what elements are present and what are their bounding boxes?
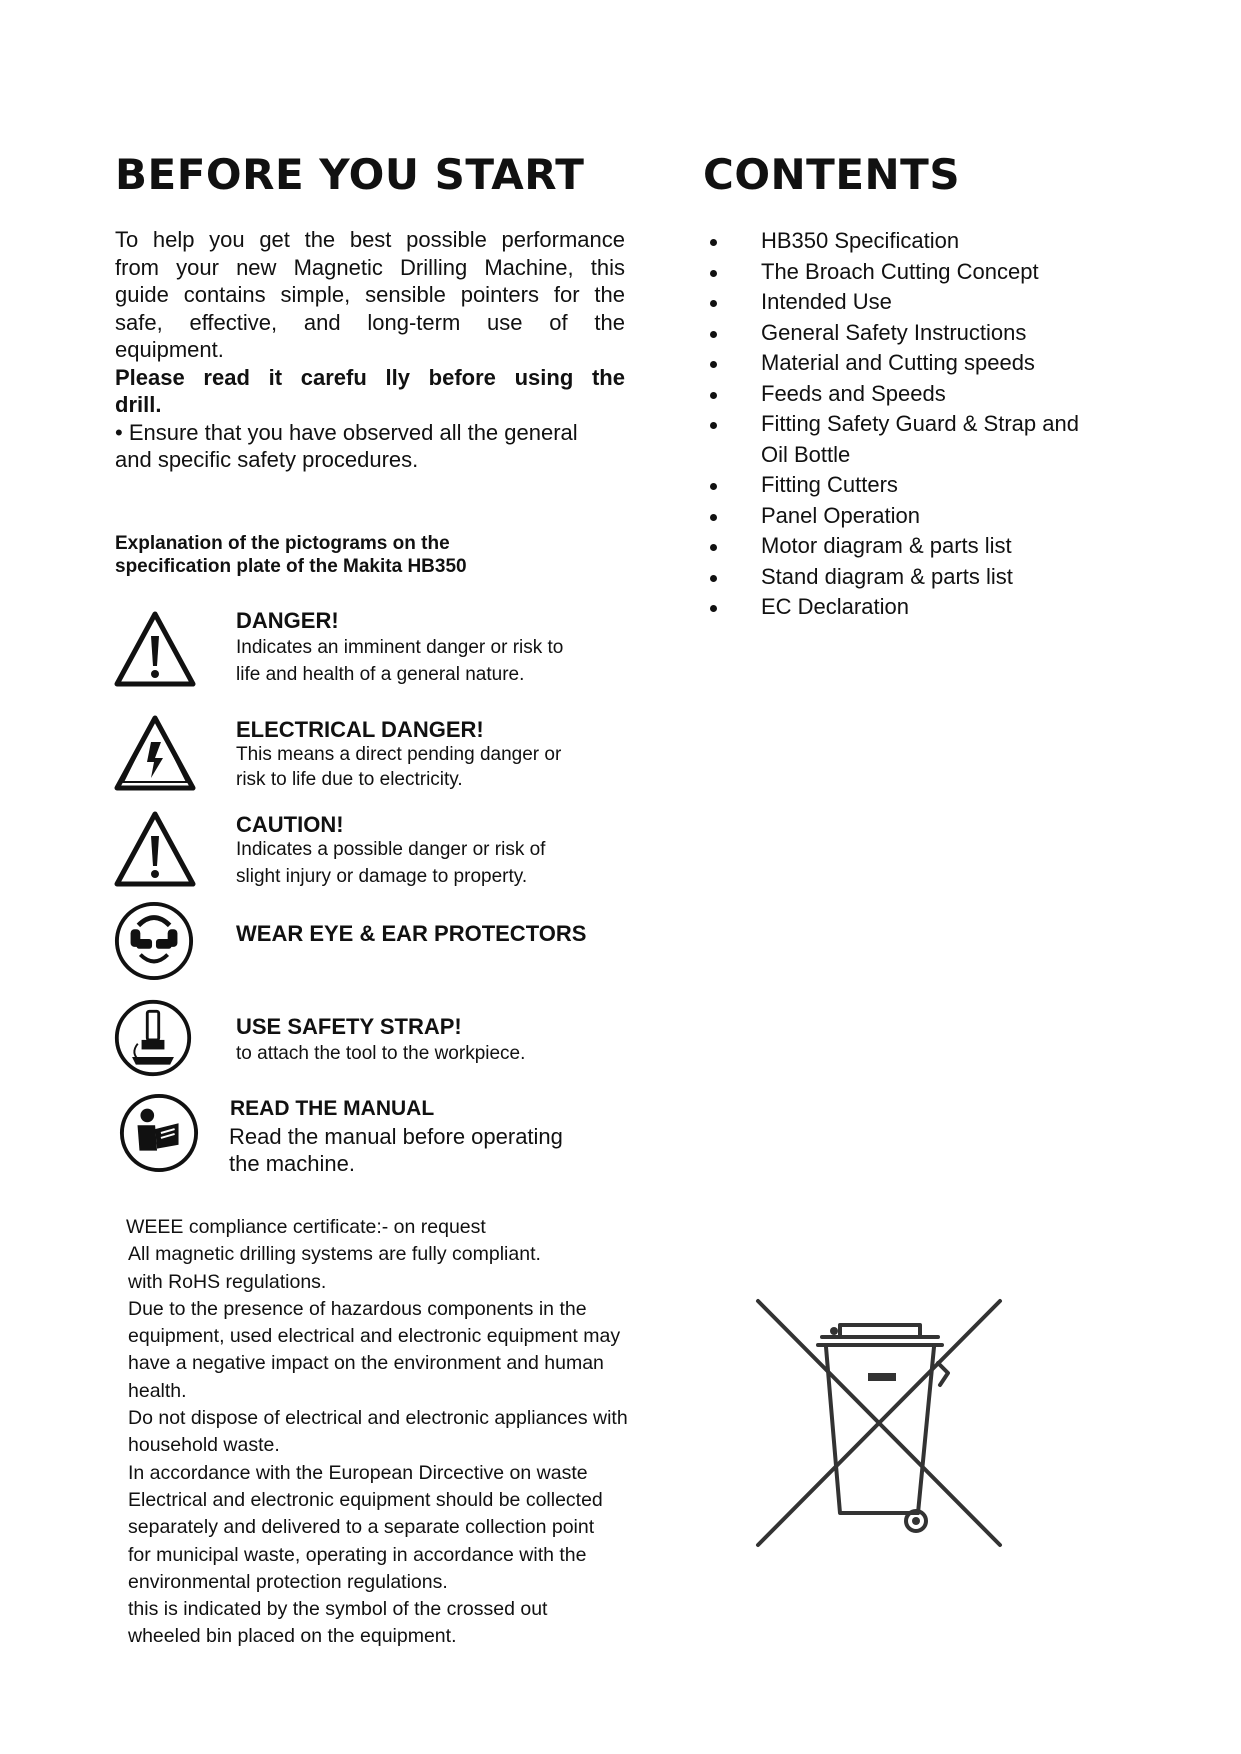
pictogram-title: ELECTRICAL DANGER!	[236, 717, 484, 742]
description-line: slight injury or damage to property.	[236, 866, 528, 887]
before-you-start-title: BEFORE YOU START	[115, 150, 585, 199]
description-line: life and health of a general nature.	[236, 664, 525, 685]
contents-item: HB350 Specification	[703, 226, 1163, 257]
description-line: This means a direct pending danger or	[236, 744, 562, 765]
weee-line: have a negative impact on the environment and human	[128, 1352, 604, 1375]
contents-item: Fitting Safety Guard & Strap and Oil Bottle	[703, 409, 1101, 470]
weee-line: Electrical and electronic equipment should be collected	[128, 1488, 603, 1511]
pictogram-description	[236, 742, 636, 792]
read-carefully-text: Please read it carefu lly before using the	[115, 364, 625, 390]
ensure-safety-text: • Ensure that you have observed all the general	[115, 419, 578, 445]
weee-line: with RoHS regulations.	[128, 1270, 327, 1293]
weee-line: equipment, used electrical and electronic equipment may	[128, 1325, 621, 1348]
weee-line: separately and delivered to a separate collection point	[128, 1516, 595, 1539]
contents-item: Fitting Cutters	[703, 470, 1163, 501]
description-line: Read the manual before operating	[229, 1124, 563, 1149]
contents-item: Feeds and Speeds	[703, 379, 1163, 410]
contents-item: Material and Cutting speeds	[703, 348, 1163, 379]
intro-line: guide contains simple, sensible pointers for the	[115, 282, 625, 307]
weee-line: Due to the presence of hazardous components in the	[128, 1297, 587, 1320]
pictogram-description	[236, 1040, 636, 1067]
intro-line: safe, effective, and long-term use of the	[115, 309, 625, 335]
pictogram-description	[236, 634, 636, 688]
safety-strap-icon	[113, 998, 193, 1078]
weee-line: All magnetic drilling systems are fully compliant.	[128, 1243, 541, 1266]
weee-line: for municipal waste, operating in accordance with the	[128, 1543, 587, 1566]
weee-line: household waste.	[128, 1434, 280, 1457]
warning-triangle-icon	[113, 608, 197, 692]
weee-line: In accordance with the European Dircective on waste	[128, 1461, 588, 1484]
intro-block	[115, 226, 625, 474]
contents-item: Motor diagram & parts list	[703, 531, 1163, 562]
weee-line: health.	[128, 1379, 187, 1402]
pictogram-title: READ THE MANUAL	[230, 1097, 435, 1120]
weee-line: environmental protection regulations.	[128, 1570, 448, 1593]
pictogram-description	[236, 836, 636, 890]
read-carefully-text: drill.	[115, 392, 162, 417]
pictogram-title: USE SAFETY STRAP!	[236, 1014, 462, 1039]
description-line: Indicates a possible danger or risk of	[236, 839, 546, 860]
intro-line: from your new Magnetic Drilling Machine, this	[115, 254, 625, 280]
caution-triangle-icon	[113, 808, 197, 892]
description-line: risk to life due to electricity.	[236, 769, 463, 790]
crossed-out-wheeled-bin-icon	[750, 1295, 1010, 1550]
electrical-danger-icon	[113, 712, 197, 796]
pictogram-explanation-heading	[115, 532, 555, 578]
pictogram-description	[229, 1123, 629, 1177]
contents-item: Stand diagram & parts list	[703, 562, 1163, 593]
weee-line: WEEE compliance certificate:- on request	[126, 1216, 486, 1238]
contents-item: The Broach Cutting Concept	[703, 257, 1163, 288]
contents-list	[703, 226, 1163, 623]
contents-title: CONTENTS	[703, 150, 961, 199]
contents-item: General Safety Instructions	[703, 318, 1163, 349]
weee-line: wheeled bin placed on the equipment.	[128, 1625, 457, 1648]
intro-line: To help you get the best possible performance	[115, 227, 625, 252]
contents-item: Panel Operation	[703, 501, 1163, 532]
weee-line: Do not dispose of electrical and electronic appliances with	[128, 1407, 628, 1430]
ensure-safety-text: and specific safety procedures.	[115, 447, 419, 472]
intro-line: equipment.	[115, 337, 224, 362]
explanation-line: Explanation of the pictograms on the	[115, 533, 450, 554]
contents-item: Intended Use	[703, 287, 1163, 318]
read-manual-icon	[118, 1092, 200, 1174]
pictogram-title: CAUTION!	[236, 812, 344, 837]
weee-line: this is indicated by the symbol of the crossed out	[128, 1598, 548, 1621]
explanation-line: specification plate of the Makita HB350	[115, 556, 467, 577]
weee-compliance-text	[128, 1214, 688, 1651]
pictogram-title: DANGER!	[236, 608, 339, 633]
description-line: Indicates an imminent danger or risk to	[236, 637, 564, 658]
eye-ear-protector-icon	[113, 900, 195, 982]
description-line: to attach the tool to the workpiece.	[236, 1043, 526, 1064]
pictogram-title: WEAR EYE & EAR PROTECTORS	[236, 921, 587, 946]
description-line: the machine.	[229, 1151, 355, 1176]
contents-item: EC Declaration	[703, 592, 1163, 623]
